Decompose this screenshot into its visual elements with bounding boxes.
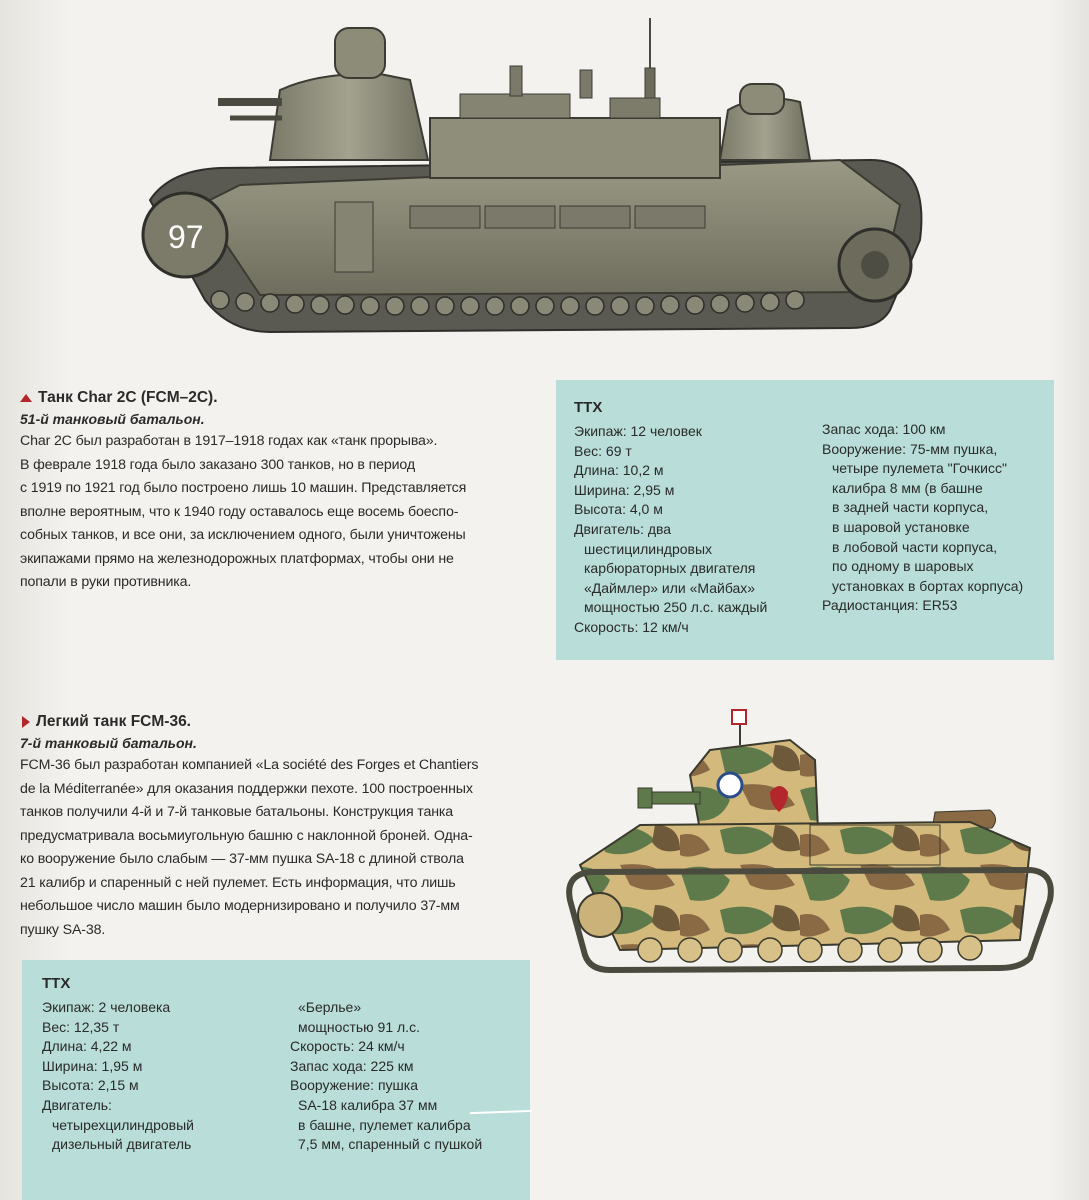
description-line: ко вооружение было слабым — 37-мм пушка SA-18 с длиной ствола — [20, 851, 464, 867]
description-line: В феврале 1918 года было заказано 300 танков, но в период — [20, 456, 415, 473]
triangle-right-icon — [22, 716, 30, 728]
spec-line: Длина: 10,2 м — [574, 462, 664, 479]
spec-line: в задней части корпуса, — [832, 499, 989, 516]
spec-line: Двигатель: два — [574, 520, 672, 537]
spec-line: Высота: 4,0 м — [574, 501, 663, 518]
description-line: танков получили 4-й и 7-й танковые батальоны. Конструкция танка — [20, 804, 454, 820]
description-line: собных танков, и все они, за исключением одного, были уничтожены — [20, 527, 466, 543]
spec-line: по одному в шаровых — [832, 558, 974, 575]
fcm36-heading — [20, 712, 540, 731]
spec-line: Радиостанция: ER53 — [822, 597, 958, 614]
spec-line: Вес: 69 т — [574, 442, 632, 459]
char2c-title: Танк Char 2C (FCM–2C). — [38, 389, 218, 406]
spec-line: Вес: 12,35 т — [42, 1018, 120, 1035]
spec-line: Ширина: 1,95 м — [42, 1057, 143, 1074]
spec-line: установках в бортах корпуса) — [832, 577, 1024, 594]
spec-line: SA-18 калибра 37 мм — [298, 1096, 438, 1113]
spec-line: мощностью 250 л.с. каждый — [584, 599, 768, 616]
spec-line: Запас хода: 225 км — [290, 1057, 414, 1074]
char2c-heading — [20, 388, 520, 407]
spec-line: четыре пулемета "Гочкисс" — [832, 460, 1007, 477]
spec-line: Скорость: 12 км/ч — [574, 618, 689, 635]
spec-line: Вооружение: 75-мм пушка, — [822, 440, 998, 457]
spec-line: Скорость: 24 км/ч — [290, 1038, 405, 1055]
fcm36-specs-column-1 — [42, 998, 194, 1155]
char2c-specs-column-1 — [574, 422, 767, 638]
char2c-unit: 51-й танковый батальон. — [20, 411, 205, 427]
spec-line: Экипаж: 2 человека — [42, 999, 171, 1015]
spec-line: в башне, пулемет калибра — [298, 1116, 471, 1133]
char2c-description — [20, 430, 520, 595]
spec-line: «Берлье» — [298, 999, 362, 1015]
description-line: пушку SA-38. — [20, 921, 106, 938]
spec-line: в шаровой установке — [832, 518, 970, 535]
spec-line: Экипаж: 12 человек — [574, 423, 702, 439]
spec-line: Ширина: 2,95 м — [574, 481, 675, 498]
description-line: вполне вероятным, что к 1940 году оставалось еще восемь боеспо- — [20, 503, 459, 520]
description-line: попали в руки противника. — [20, 574, 192, 590]
triangle-up-icon — [20, 394, 32, 402]
description-line: предусматривала восьмиугольную башню с наклонной броней. Одна- — [20, 827, 473, 844]
spec-line: калибра 8 мм (в башне — [832, 479, 983, 496]
spec-line: четырехцилиндровый — [52, 1116, 194, 1133]
spec-line: 7,5 мм, спаренный с пушкой — [298, 1136, 483, 1153]
fcm36-specs-title: ТТХ — [42, 975, 71, 992]
description-line: de la Méditerranée» для оказания поддержки пехоте. 100 построенных — [20, 780, 473, 797]
spec-line: дизельный двигатель — [52, 1136, 192, 1153]
spec-line: Запас хода: 100 км — [822, 421, 946, 437]
spec-line: Высота: 2,15 м — [42, 1077, 139, 1094]
spec-line: в лобовой части корпуса, — [832, 538, 998, 555]
spec-line: мощностью 91 л.с. — [298, 1018, 420, 1035]
char2c-tank-illustration — [110, 10, 950, 350]
fcm36-title: Легкий танк FCM-36. — [36, 713, 191, 730]
fcm36-tank-illustration — [560, 700, 1060, 990]
description-line: FCM-36 был разработан компанией «La société des Forges et Chantiers — [20, 757, 479, 773]
page-edge-shadow — [1049, 0, 1089, 1200]
fcm36-section — [20, 712, 540, 942]
spec-line: Двигатель: — [42, 1096, 112, 1113]
fcm36-description — [20, 754, 540, 942]
description-line: Char 2C был разработан в 1917–1918 годах как «танк прорыва». — [20, 433, 438, 449]
char2c-section — [20, 388, 520, 595]
spec-line: Длина: 4,22 м — [42, 1038, 132, 1055]
fcm36-specs-box — [22, 960, 530, 1200]
fcm36-specs-column-2 — [290, 998, 482, 1155]
turret-number: 97 — [168, 219, 204, 255]
spec-line: «Даймлер» или «Майбах» — [584, 579, 756, 596]
description-line: экипажами прямо на железнодорожных платформах, чтобы они не — [20, 550, 454, 567]
spec-line: Вооружение: пушка — [290, 1077, 418, 1094]
spec-line: шестицилиндровых — [584, 540, 713, 557]
fcm36-unit: 7-й танковый батальон. — [20, 735, 197, 751]
description-line: с 1919 по 1921 год было построено лишь 10 машин. Представляется — [20, 480, 467, 496]
char2c-specs-column-2 — [822, 420, 1023, 616]
char2c-specs-title: ТТХ — [574, 399, 603, 416]
description-line: 21 калибр и спаренный с ней пулемет. Есть информация, что лишь — [20, 874, 456, 891]
description-line: небольшое число машин было модернизировано и получило 37-мм — [20, 898, 460, 914]
spec-line: карбюраторных двигателя — [584, 560, 756, 577]
char2c-specs-box — [556, 380, 1054, 660]
